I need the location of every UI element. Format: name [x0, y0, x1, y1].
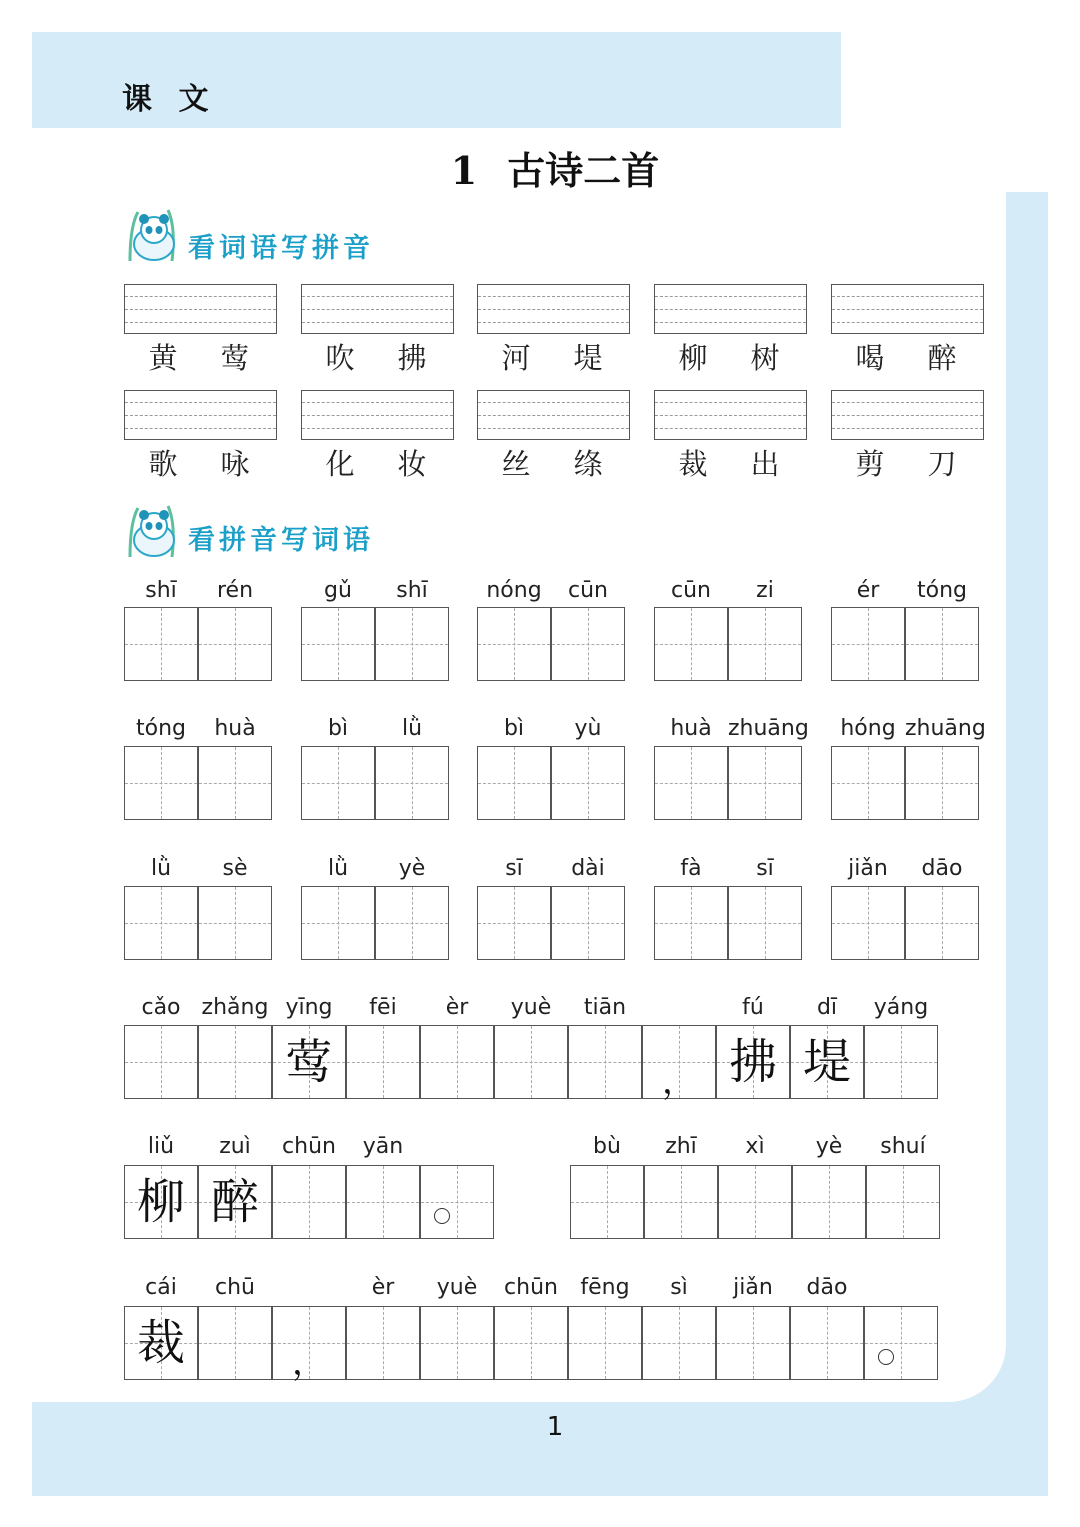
section-title-words: 看拼音写词语 — [188, 525, 374, 556]
word-character: 树 — [750, 341, 780, 375]
pinyin-label: yáng — [873, 995, 929, 1020]
writing-cell[interactable] — [905, 886, 979, 960]
pinyin-label: xì — [745, 1134, 765, 1159]
writing-cell[interactable] — [301, 607, 375, 681]
pinyin-label: lǜ — [150, 856, 172, 881]
word-character: 喝 — [855, 341, 885, 375]
given-character: 莺 — [284, 1034, 333, 1090]
writing-cell[interactable] — [570, 1165, 644, 1239]
word-character: 拂 — [397, 341, 427, 375]
pinyin-label: bì — [503, 716, 525, 741]
writing-cell[interactable] — [124, 746, 198, 820]
given-character: 堤 — [802, 1034, 851, 1090]
writing-cell[interactable] — [272, 1165, 346, 1239]
pinyin-label: yīng — [285, 995, 333, 1020]
pinyin-label: shī — [396, 578, 428, 603]
pinyin-writing-box[interactable] — [654, 390, 807, 440]
pinyin-label: jiǎn — [848, 856, 888, 881]
pinyin-label: tiān — [583, 995, 627, 1020]
word-character: 出 — [750, 447, 780, 481]
period-mark — [434, 1208, 450, 1224]
writing-cell[interactable] — [477, 886, 551, 960]
writing-cell[interactable] — [477, 746, 551, 820]
footer-corner — [948, 1344, 1006, 1402]
given-character: 拂 — [728, 1034, 777, 1090]
word-character: 吹 — [325, 341, 355, 375]
panda-icon — [124, 206, 186, 264]
pinyin-label: sī — [505, 856, 523, 881]
pinyin-label: hóng — [840, 716, 896, 741]
writing-cell[interactable] — [477, 607, 551, 681]
writing-cell[interactable] — [375, 607, 449, 681]
writing-cell[interactable] — [124, 886, 198, 960]
writing-cell[interactable] — [198, 1165, 272, 1239]
writing-cell[interactable] — [864, 1025, 938, 1099]
pinyin-writing-box[interactable] — [124, 390, 277, 440]
pinyin-label: nóng — [486, 578, 542, 603]
writing-cell[interactable] — [831, 746, 905, 820]
writing-cell[interactable] — [728, 746, 802, 820]
pinyin-label: ér — [856, 578, 880, 603]
word-character: 堤 — [573, 341, 603, 375]
writing-cell[interactable] — [346, 1306, 420, 1380]
writing-cell[interactable] — [551, 607, 625, 681]
word-character: 黄 — [148, 341, 178, 375]
writing-cell[interactable] — [551, 746, 625, 820]
writing-cell[interactable] — [905, 607, 979, 681]
writing-cell[interactable] — [346, 1165, 420, 1239]
pinyin-label: yù — [574, 716, 602, 741]
pinyin-writing-box[interactable] — [301, 284, 454, 334]
pinyin-label: cǎo — [141, 995, 181, 1020]
given-character: 醉 — [210, 1174, 259, 1230]
pinyin-label: zhuāng — [728, 716, 809, 741]
writing-cell[interactable] — [375, 886, 449, 960]
pinyin-label: fēi — [369, 995, 397, 1020]
writing-cell[interactable] — [654, 746, 728, 820]
writing-cell[interactable] — [198, 1025, 272, 1099]
word-character: 绦 — [573, 447, 603, 481]
pinyin-label: chūn — [504, 1275, 558, 1300]
word-character: 裁 — [678, 447, 708, 481]
pinyin-label: yuè — [510, 995, 552, 1020]
writing-cell[interactable] — [716, 1025, 790, 1099]
pinyin-label: bù — [593, 1134, 621, 1159]
pinyin-label: cūn — [671, 578, 711, 603]
writing-cell[interactable] — [420, 1306, 494, 1380]
writing-cell[interactable] — [124, 607, 198, 681]
pinyin-label: jiǎn — [733, 1275, 773, 1300]
comma-mark: ， — [292, 1343, 326, 1383]
pinyin-label: cūn — [568, 578, 608, 603]
writing-cell[interactable] — [790, 1025, 864, 1099]
pinyin-label: zuì — [219, 1134, 251, 1159]
writing-cell[interactable] — [718, 1165, 792, 1239]
pinyin-label: lǜ — [327, 856, 349, 881]
pinyin-writing-box[interactable] — [477, 284, 630, 334]
writing-cell[interactable] — [124, 1165, 198, 1239]
pinyin-label: èr — [445, 995, 469, 1020]
word-character: 剪 — [855, 447, 885, 481]
pinyin-label: tóng — [136, 716, 186, 741]
writing-cell[interactable] — [301, 746, 375, 820]
period-mark — [878, 1349, 894, 1365]
pinyin-label: zhī — [665, 1134, 697, 1159]
writing-cell[interactable] — [728, 607, 802, 681]
writing-cell[interactable] — [346, 1025, 420, 1099]
writing-cell[interactable] — [728, 886, 802, 960]
pinyin-label: lǜ — [401, 716, 423, 741]
word-character: 河 — [501, 341, 531, 375]
writing-cell[interactable] — [644, 1165, 718, 1239]
pinyin-label: fú — [742, 995, 764, 1020]
pinyin-writing-box[interactable] — [124, 284, 277, 334]
writing-cell[interactable] — [716, 1306, 790, 1380]
writing-cell[interactable] — [568, 1306, 642, 1380]
pinyin-label: yuè — [436, 1275, 478, 1300]
pinyin-label: gǔ — [324, 578, 352, 603]
page-number: 1 — [546, 1412, 564, 1442]
writing-cell[interactable] — [420, 1165, 494, 1239]
pinyin-label: shuí — [880, 1134, 926, 1159]
pinyin-label: sè — [222, 856, 248, 881]
pinyin-writing-box[interactable] — [301, 390, 454, 440]
pinyin-label: dī — [816, 995, 838, 1020]
writing-cell[interactable] — [198, 886, 272, 960]
right-band — [1006, 192, 1048, 1452]
writing-cell[interactable] — [792, 1165, 866, 1239]
pinyin-label: yān — [362, 1134, 404, 1159]
pinyin-label: huà — [214, 716, 256, 741]
pinyin-label: dāo — [921, 856, 963, 881]
pinyin-label: rén — [216, 578, 254, 603]
writing-cell[interactable] — [642, 1306, 716, 1380]
word-character: 莺 — [220, 341, 250, 375]
writing-cell[interactable] — [866, 1165, 940, 1239]
lesson-title — [0, 140, 1080, 195]
writing-cell[interactable] — [864, 1306, 938, 1380]
word-character: 醉 — [927, 341, 957, 375]
pinyin-label: zi — [756, 578, 774, 603]
writing-cell[interactable] — [831, 607, 905, 681]
header-label: 课 文 — [122, 82, 217, 117]
pinyin-label: tóng — [917, 578, 967, 603]
writing-cell[interactable] — [568, 1025, 642, 1099]
lesson-title-text: 古诗二首 — [507, 148, 660, 193]
writing-cell[interactable] — [494, 1306, 568, 1380]
writing-cell[interactable] — [642, 1025, 716, 1102]
pinyin-label: sì — [670, 1275, 688, 1300]
pinyin-label: yè — [398, 856, 426, 881]
writing-cell[interactable] — [272, 1025, 346, 1099]
pinyin-label: dài — [571, 856, 605, 881]
writing-cell[interactable] — [124, 1306, 198, 1380]
writing-cell[interactable] — [375, 746, 449, 820]
writing-cell[interactable] — [494, 1025, 568, 1099]
pinyin-label: sī — [756, 856, 774, 881]
pinyin-writing-box[interactable] — [477, 390, 630, 440]
pinyin-label: chū — [215, 1275, 255, 1300]
pinyin-label: dāo — [806, 1275, 848, 1300]
writing-cell[interactable] — [124, 1025, 198, 1099]
writing-cell[interactable] — [198, 607, 272, 681]
pinyin-writing-box[interactable] — [831, 390, 984, 440]
writing-cell[interactable] — [654, 886, 728, 960]
pinyin-label: huà — [670, 716, 712, 741]
pinyin-label: èr — [371, 1275, 395, 1300]
writing-cell[interactable] — [654, 607, 728, 681]
given-character: 裁 — [136, 1315, 185, 1371]
section-title-pinyin: 看词语写拼音 — [188, 233, 374, 264]
pinyin-label: cái — [145, 1275, 177, 1300]
pinyin-label: fà — [680, 856, 702, 881]
writing-cell[interactable] — [198, 746, 272, 820]
writing-cell[interactable] — [272, 1306, 346, 1383]
word-character: 丝 — [501, 447, 531, 481]
writing-cell[interactable] — [790, 1306, 864, 1380]
writing-cell[interactable] — [551, 886, 625, 960]
panda-icon — [124, 502, 186, 560]
word-character: 妆 — [397, 447, 427, 481]
pinyin-label: shī — [145, 578, 177, 603]
pinyin-label: zhuāng — [905, 716, 986, 741]
word-character: 化 — [325, 447, 355, 481]
pinyin-label: yè — [815, 1134, 843, 1159]
word-character: 刀 — [927, 447, 957, 481]
pinyin-label: zhǎng — [201, 995, 269, 1020]
pinyin-label: liǔ — [147, 1134, 175, 1159]
word-character: 咏 — [220, 447, 250, 481]
comma-mark: ， — [662, 1062, 696, 1102]
writing-cell[interactable] — [420, 1025, 494, 1099]
pinyin-label: chūn — [282, 1134, 336, 1159]
given-character: 柳 — [136, 1174, 185, 1230]
pinyin-writing-box[interactable] — [654, 284, 807, 334]
writing-cell[interactable] — [831, 886, 905, 960]
pinyin-writing-box[interactable] — [831, 284, 984, 334]
pinyin-label: fēng — [580, 1275, 630, 1300]
writing-cell[interactable] — [198, 1306, 272, 1380]
pinyin-label: bì — [327, 716, 349, 741]
lesson-number: 1 — [450, 148, 478, 193]
writing-cell[interactable] — [301, 886, 375, 960]
writing-cell[interactable] — [905, 746, 979, 820]
word-character: 柳 — [678, 341, 708, 375]
word-character: 歌 — [148, 447, 178, 481]
